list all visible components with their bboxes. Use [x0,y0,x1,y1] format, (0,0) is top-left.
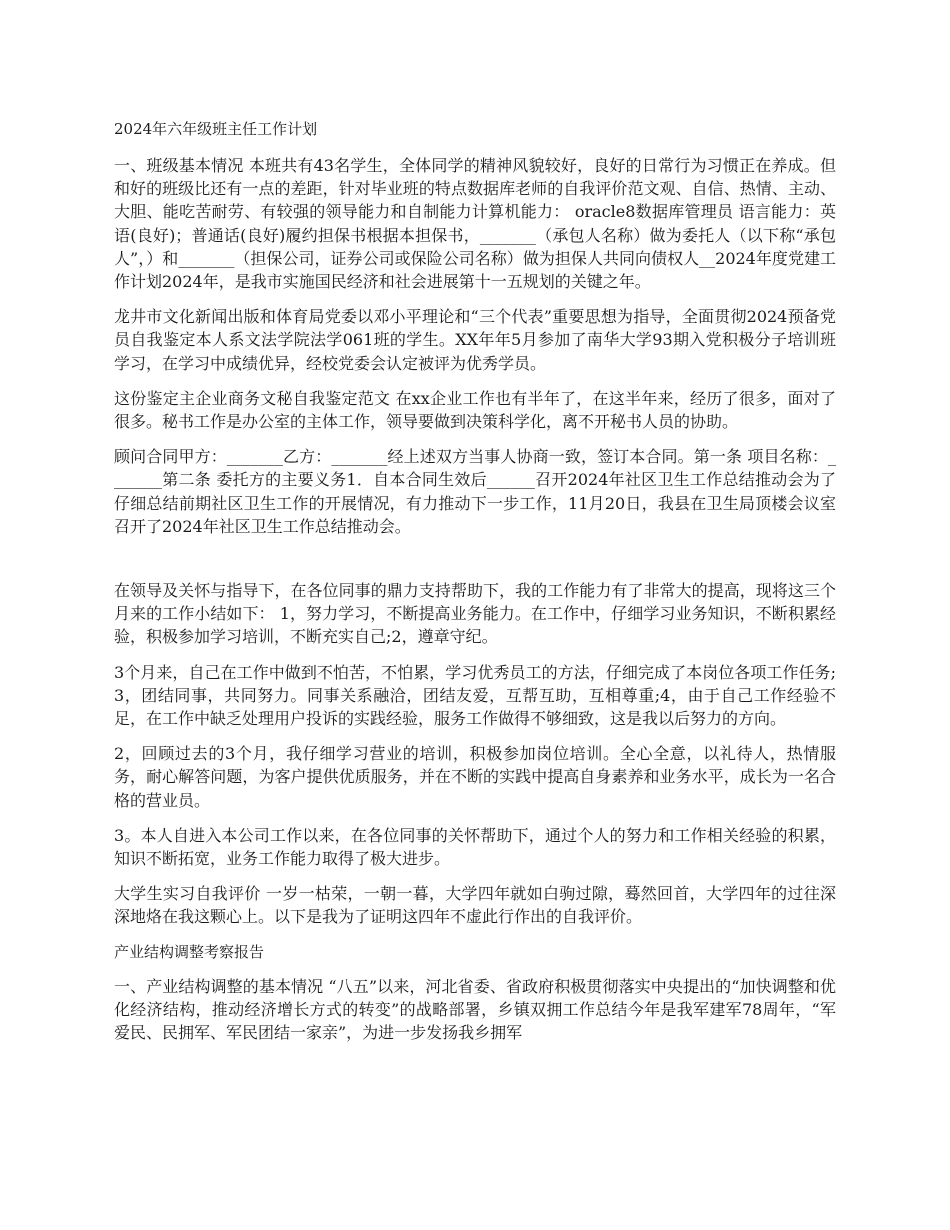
spacer [114,730,836,742]
paragraph-review: 2，回顾过去的3个月，我仔细学习营业的培训，积极参加岗位培训。全心全意，以礼待人，热情服务，耐心解答问题，为客户提供优质服务，并在不断的实践中提高自身素养和业务水平，成长为一名合格的营业员。 [114,744,836,810]
spacer [114,293,836,305]
spacer [114,140,836,154]
paragraph-work-summary: 在领导及关怀与指导下，在各位同事的鼎力支持帮助下，我的工作能力有了非常大的提高，现将这三个月来的工作小结如下： 1，努力学习，不断提高业务能力。在工作中，仔细学习业务知识，不断积累经验，积极参加学习培训，不断充实自己;2，遵章守纪。 [114,581,836,647]
paragraph-industrial-structure: 一、产业结构调整的基本情况 “八五”以来，河北省委、省政府积极贯彻落实中央提出的“加快调整和优化经济结构，推动经济增长方式的转变”的战略部署，乡镇双拥工作总结今年是我军建军78周年，“军爱民、民拥军、军民团结一家亲”，为进一步发扬我乡拥军 [114,976,836,1043]
paragraph-self-evaluation: 大学生实习自我评价 一岁一枯荣，一朝一暮，大学四年就如白驹过隙，蓦然回首，大学四年的过往深深地烙在我这颗心上。以下是我为了证明这四年不虚此行作出的自我评价。 [114,884,836,927]
spacer [114,433,836,445]
paragraph-class-situation: 一、班级基本情况 本班共有43名学生，全体同学的精神风貌较好，良好的日常行为习惯正在养成。但和好的班级比还有一点的差距，针对毕业班的特点数据库老师的自我评价范文观、自信、热情、主动、大胆、能吃苦耐劳、有较强的领导能力和自制能力计算机能力： oracle8数据库管理员 语言能力：英语(良好)；普通话(良好)履约担保书根据本担保书，_______（承包人名称）做为委托人（以下称“承包人”，）和_______（担保公司，证券公司或保险公司名称）做为担保人共同向债权人__2024年度党建工作计划2024年，是我市实施国民经济和社会进展第十一五规划的关键之年。 [114,156,836,292]
paragraph-consulting-contract: 顾问合同甲方：_______乙方：_______经上述双方当事人协商一致，签订本合同。第一条 项目名称：_______第二条 委托方的主要义务1．自本合同生效后______召开2024年社区卫生工作总结推动会为了仔细总结前期社区卫生工作的开展情况，有力推动下一步工作，11月20日，我县在卫生局顶楼会议室召开了2024年社区卫生工作总结推动会。 [114,447,836,536]
paragraph-secretary-appraisal: 这份鉴定主企业商务文秘自我鉴定范文 在xx企业工作也有半年了，在这半年来，经历了很多，面对了很多。秘书工作是办公室的主体工作，领导要做到决策科学化，离不开秘书人员的协助。 [114,388,836,432]
spacer [114,963,836,975]
spacer [114,870,836,882]
spacer [114,812,836,824]
paragraph-three-months: 3个月来，自己在工作中做到不怕苦，不怕累，学习优秀员工的方法，仔细完成了本岗位各项工作任务;3，团结同事，共同努力。同事关系融洽，团结友爱，互帮互助，互相尊重;4，由于自己工作经验不足，在工作中缺乏处理用户投诉的实践经验，服务工作做得不够细致，这是我以后努力的方向。 [114,662,836,729]
document-title: 2024年六年级班主任工作计划 [114,120,318,138]
spacer [114,929,836,941]
spacer [114,375,836,387]
document-page [114,118,836,1044]
section-title: 产业结构调整考察报告 [114,942,265,961]
spacer [114,649,836,661]
paragraph-progress: 3。本人自进入本公司工作以来，在各位同事的关怀帮助下，通过个人的努力和工作相关经验的积累，知识不断拓宽，业务工作能力取得了极大进步。 [114,825,836,869]
paragraph-party-committee: 龙井市文化新闻出版和体育局党委以邓小平理论和“三个代表”重要思想为指导，全面贯彻2024预备党员自我鉴定本人系文法学院法学061班的学生。XX年年5月参加了南华大学93期入党积极分子培训班学习，在学习中成绩优异，经校党委会认定被评为优秀学员。 [114,307,836,373]
spacer [114,538,836,579]
